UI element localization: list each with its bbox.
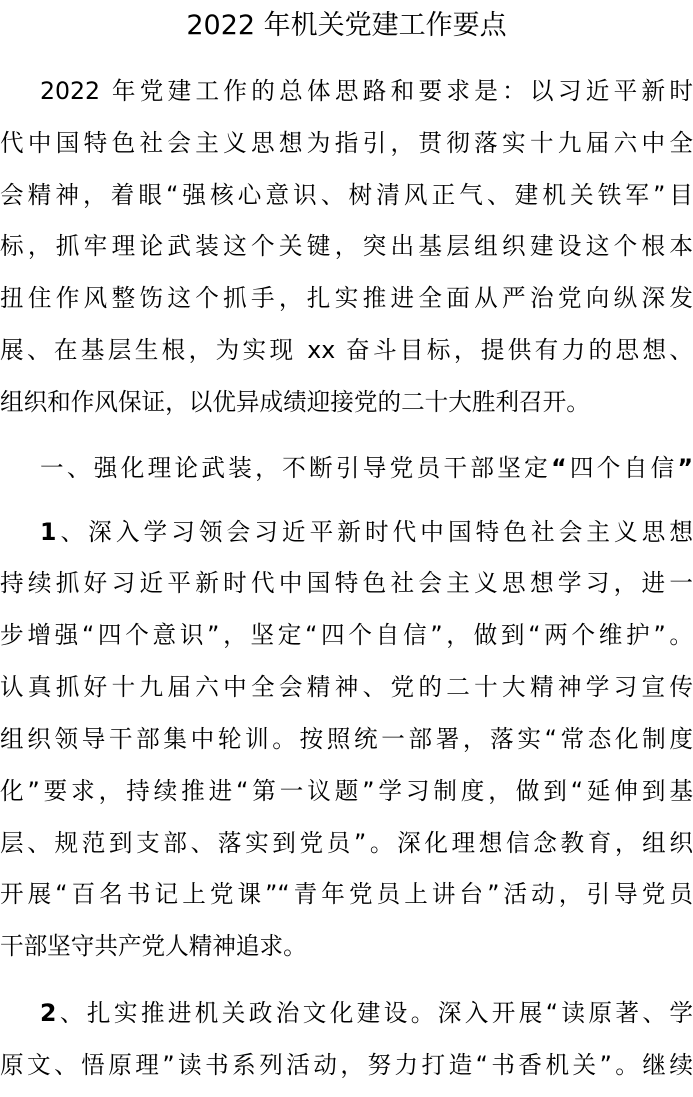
intro-line-4: 标，抓牢理论武装这个关键，突出基层组织建设这个根本 bbox=[0, 232, 693, 260]
item-1-line-4: 认真抓好十九届六中全会精神、党的二十大精神学习宣传 bbox=[0, 673, 693, 701]
section-1-heading-open-quote: “ bbox=[551, 454, 567, 482]
section-1-heading bbox=[0, 448, 693, 488]
section-1-heading-close-quote: ” bbox=[677, 454, 693, 482]
item-1-line-1 bbox=[0, 512, 693, 552]
item-2-line-2: 原文、悟原理”读书系列活动，努力打造“书香机关”。继续 bbox=[0, 1051, 693, 1079]
item-2-line-1 bbox=[0, 993, 693, 1033]
item-1-line-1-text: 、深入学习领会习近平新时代中国特色社会主义思想 bbox=[56, 518, 693, 546]
intro-line-3: 会精神，着眼“强核心意识、树清风正气、建机关铁军”目 bbox=[0, 181, 693, 209]
item-2-line-1-text: 、扎实推进机关政治文化建设。深入开展“读原著、学 bbox=[56, 999, 693, 1027]
item-1-line-5: 组织领导干部集中轮训。按照统一部署，落实“常态化制度 bbox=[0, 725, 693, 753]
intro-line-7: 组织和作风保证，以优异成绩迎接党的二十大胜利召开。 bbox=[0, 388, 590, 416]
document-title: 2022 年机关党建工作要点 bbox=[186, 10, 507, 41]
intro-line-2: 代中国特色社会主义思想为指引，贯彻落实十九届六中全 bbox=[0, 129, 693, 157]
item-1-line-9: 干部坚守共产党人精神追求。 bbox=[0, 932, 307, 960]
item-1-line-6: 化”要求，持续推进“第一议题”学习制度，做到“延伸到基 bbox=[0, 777, 693, 805]
item-1-line-7: 层、规范到支部、落实到党员”。深化理想信念教育，组织 bbox=[0, 829, 693, 857]
item-1-line-8: 开展“百名书记上党课”“青年党员上讲台”活动，引导党员 bbox=[0, 880, 693, 908]
section-1-heading-middle: 四个自信 bbox=[566, 454, 678, 482]
section-1-heading-prefix: 一、强化理论武装，不断引导党员干部坚定 bbox=[40, 454, 552, 482]
item-1-line-2: 持续抓好习近平新时代中国特色社会主义思想学习，进一 bbox=[0, 569, 693, 597]
item-1-line-3: 步增强“四个意识”，坚定“四个自信”，做到“两个维护”。 bbox=[0, 621, 693, 649]
intro-line-6: 展、在基层生根，为实现 xx 奋斗目标，提供有力的思想、 bbox=[0, 336, 693, 364]
item-1-number: 1 bbox=[40, 518, 57, 546]
intro-line-5: 扭住作风整饬这个抓手，扎实推进全面从严治党向纵深发 bbox=[0, 284, 693, 312]
item-2-number: 2 bbox=[40, 999, 57, 1027]
intro-line-1: 2022 年党建工作的总体思路和要求是：以习近平新时 bbox=[40, 77, 693, 105]
